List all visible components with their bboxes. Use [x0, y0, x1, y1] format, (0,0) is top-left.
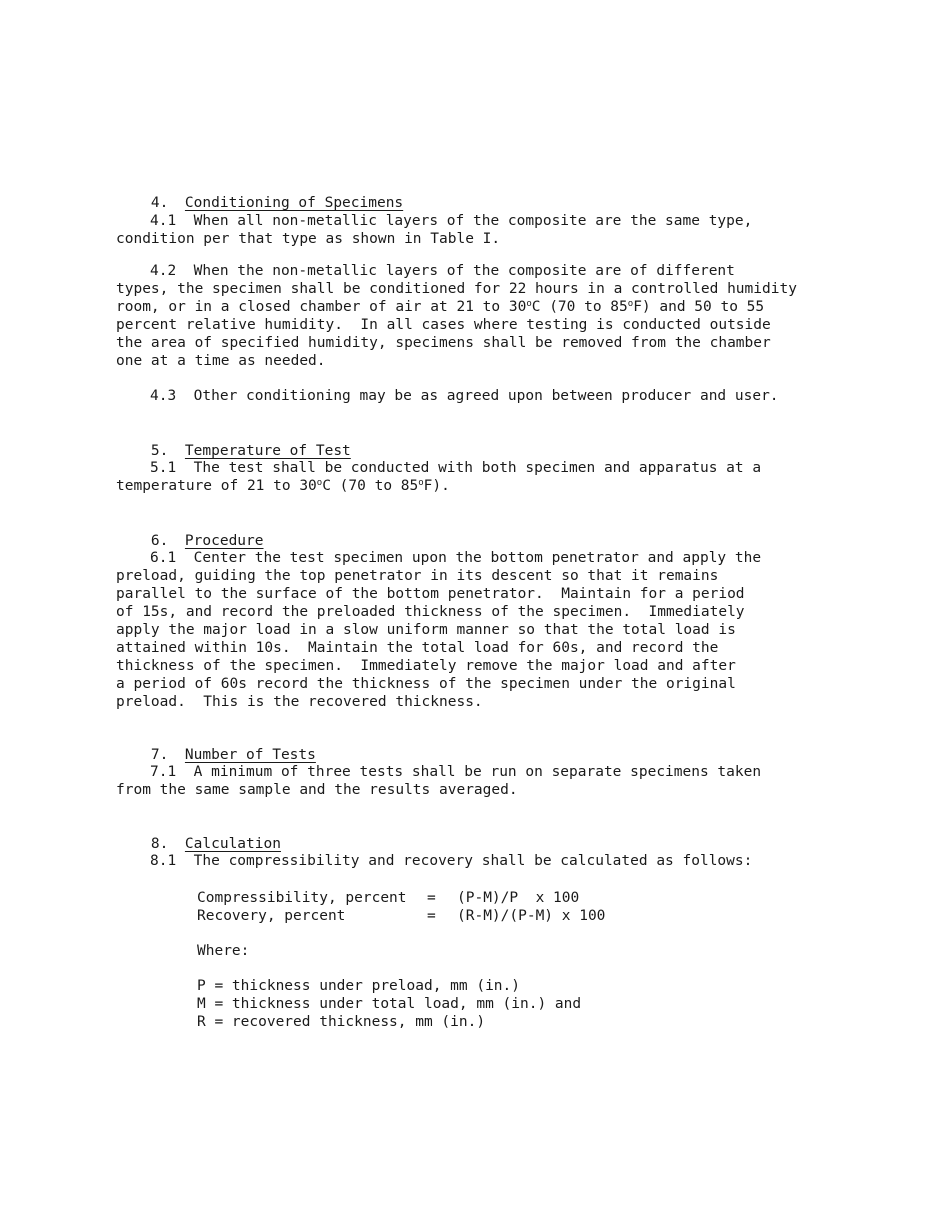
- equation-label: Recovery, percent: [197, 908, 346, 924]
- paragraph-line: attained within 10s. Maintain the total load for 60s, and record the: [116, 640, 719, 656]
- section-number: 7.: [150, 747, 169, 763]
- section-title: Temperature of Test: [184, 443, 351, 459]
- paragraph-line: the area of specified humidity, specimens shall be removed from the chamber: [116, 335, 771, 351]
- paragraph-line: 4.3 Other conditioning may be as agreed upon between producer and user.: [150, 388, 779, 404]
- paragraph-line: 5.1 The test shall be conducted with both specimen and apparatus at a: [150, 460, 762, 476]
- paragraph-line: one at a time as needed.: [116, 353, 326, 369]
- paragraph-line: 4.2 When the non-metallic layers of the composite are of different: [150, 263, 735, 279]
- definition-line: P = thickness under preload, mm (in.): [197, 978, 521, 994]
- degree-mark: o: [627, 299, 634, 309]
- paragraph-line: types, the specimen shall be conditioned for 22 hours in a controlled humidity: [116, 281, 797, 297]
- paragraph-line: 8.1 The compressibility and recovery shall be calculated as follows:: [150, 853, 753, 869]
- section-title: Calculation: [184, 836, 281, 852]
- equals-sign: =: [427, 908, 436, 924]
- paragraph-line: percent relative humidity. In all cases where testing is conducted outside: [116, 317, 771, 333]
- equation-compressibility: [197, 889, 579, 907]
- definition-line: R = recovered thickness, mm (in.): [197, 1014, 486, 1030]
- paragraph-line: from the same sample and the results averaged.: [116, 782, 518, 798]
- paragraph-line: 6.1 Center the test specimen upon the bottom penetrator and apply the: [150, 550, 762, 566]
- section-title: Procedure: [184, 533, 264, 549]
- equation-recovery: [197, 907, 605, 925]
- section-title: Conditioning of Specimens: [184, 195, 404, 211]
- paragraph-line: preload. This is the recovered thickness.: [116, 694, 483, 710]
- paragraph-line: thickness of the specimen. Immediately remove the major load and after: [116, 658, 736, 674]
- section-title: Number of Tests: [184, 747, 316, 763]
- degree-mark: o: [418, 478, 424, 488]
- paragraph-line: of 15s, and record the preloaded thickness of the specimen. Immediately: [116, 604, 745, 620]
- paragraph-line: 4.1 When all non-metallic layers of the composite are the same type,: [150, 213, 753, 229]
- paragraph-line: preload, guiding the top penetrator in its descent so that it remains: [116, 568, 719, 584]
- section-number: 5.: [150, 443, 169, 459]
- paragraph-line: temperature of 21 to 30$^o$C (70 to 85$^o$F).: [116, 478, 450, 494]
- paragraph-line: 7.1 A minimum of three tests shall be run on separate specimens taken: [150, 764, 762, 780]
- degree-mark: o: [526, 299, 532, 309]
- equation-expression: (P-M)/P x 100: [457, 890, 580, 906]
- equation-expression: (R-M)/(P-M) x 100: [457, 908, 606, 924]
- paragraph-line: a period of 60s record the thickness of the specimen under the original: [116, 676, 736, 692]
- paragraph-line: parallel to the surface of the bottom penetrator. Maintain for a period: [116, 586, 745, 602]
- paragraph-line: apply the major load in a slow uniform manner so that the total load is: [116, 622, 736, 638]
- section-number: 8.: [150, 836, 169, 852]
- degree-mark: o: [316, 478, 323, 488]
- definition-line: M = thickness under total load, mm (in.) and: [197, 996, 582, 1012]
- where-label: Where:: [197, 943, 250, 959]
- paragraph-line: condition per that type as shown in Table I.: [116, 231, 501, 247]
- equation-label: Compressibility, percent: [197, 890, 407, 906]
- section-number: 4.: [150, 195, 169, 211]
- equals-sign: =: [427, 890, 436, 906]
- section-number: 6.: [150, 533, 169, 549]
- paragraph-line: room, or in a closed chamber of air at 21 to 30$^o$C (70 to 85$^o$F) and 50 to 55: [116, 299, 765, 315]
